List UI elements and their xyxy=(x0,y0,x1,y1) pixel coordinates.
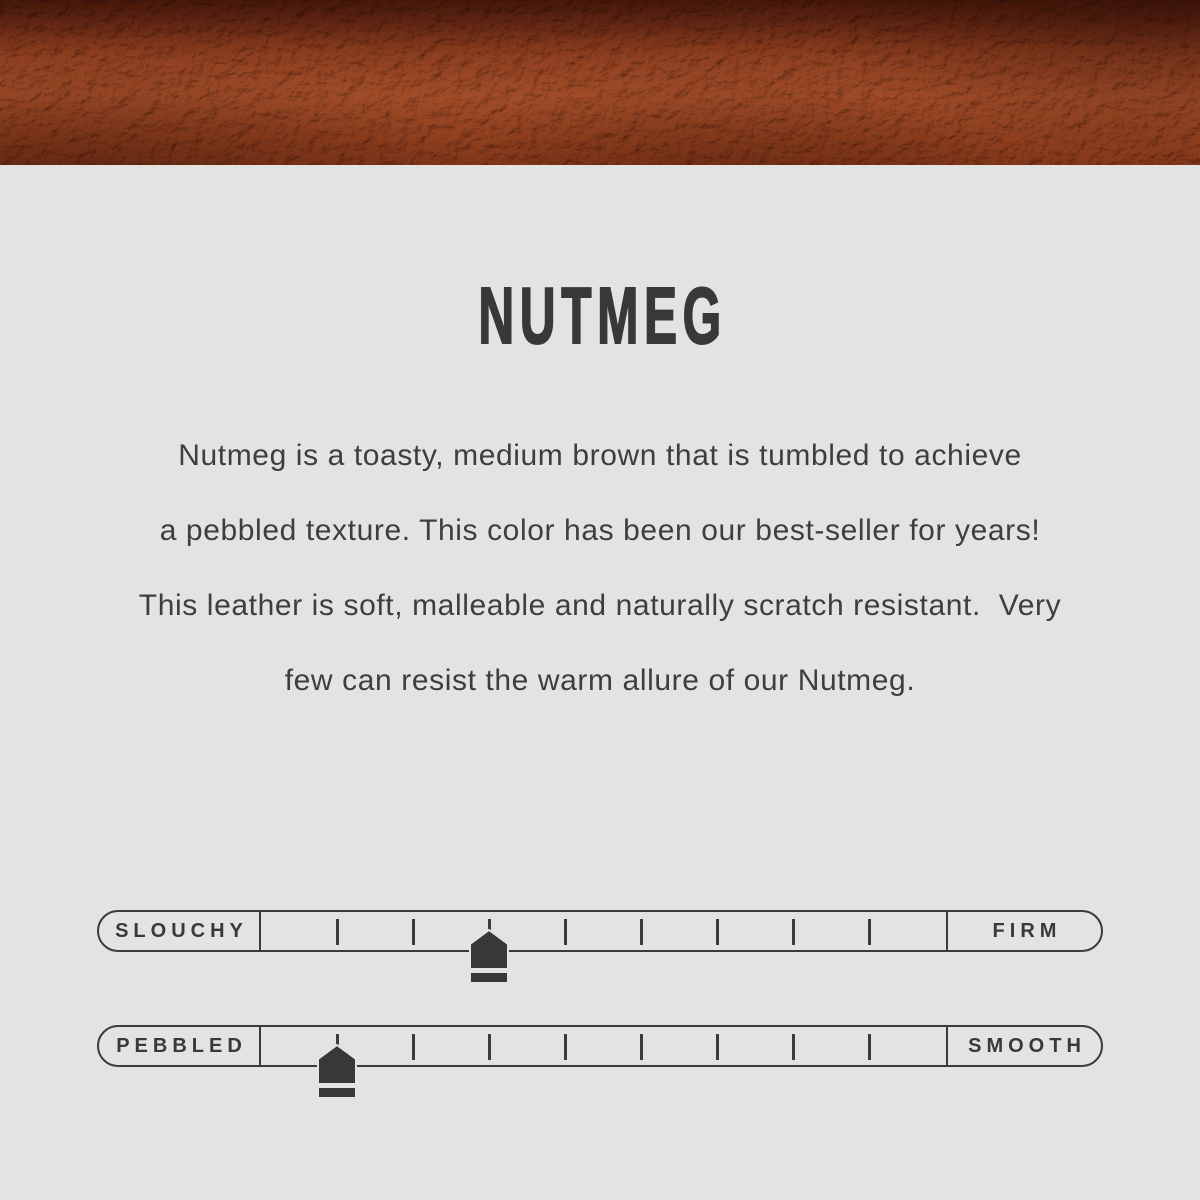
tick-mark xyxy=(716,1034,719,1060)
slider-left-label: PEBBLED xyxy=(99,1027,261,1065)
tick-mark xyxy=(564,919,567,945)
leather-texture-image xyxy=(0,0,1200,165)
tick-mark xyxy=(640,1034,643,1060)
slider-track xyxy=(261,1027,946,1065)
tick-mark xyxy=(564,1034,567,1060)
tick-mark xyxy=(868,919,871,945)
description-line: a pebbled texture. This color has been our best-seller for years! xyxy=(159,513,1041,547)
description-line: This leather is soft, malleable and naturally scratch resistant. Very xyxy=(138,588,1062,622)
title-row xyxy=(0,271,1200,360)
tick-mark xyxy=(488,919,491,945)
tick-mark xyxy=(640,919,643,945)
tick-mark xyxy=(412,1034,415,1060)
slider-slouchy-firm xyxy=(97,910,1103,952)
tick-mark xyxy=(412,919,415,945)
tick-mark xyxy=(336,1034,339,1060)
slider-track xyxy=(261,912,946,950)
description-line: Nutmeg is a toasty, medium brown that is tumbled to achieve xyxy=(178,438,1022,472)
slider-right-label: FIRM xyxy=(946,912,1101,950)
tick-mark xyxy=(868,1034,871,1060)
tick-mark xyxy=(336,919,339,945)
slider-right-label: SMOOTH xyxy=(946,1027,1101,1065)
tick-mark xyxy=(488,1034,491,1060)
color-description xyxy=(0,418,1200,718)
tick-mark xyxy=(792,1034,795,1060)
tick-mark xyxy=(792,919,795,945)
slider-pebbled-smooth xyxy=(97,1025,1103,1067)
page-title: NUTMEG xyxy=(478,271,727,360)
slider-left-label: SLOUCHY xyxy=(99,912,261,950)
description-line: few can resist the warm allure of our Nutmeg. xyxy=(284,663,916,697)
leather-texture-svg xyxy=(0,0,1200,165)
tick-mark xyxy=(716,919,719,945)
